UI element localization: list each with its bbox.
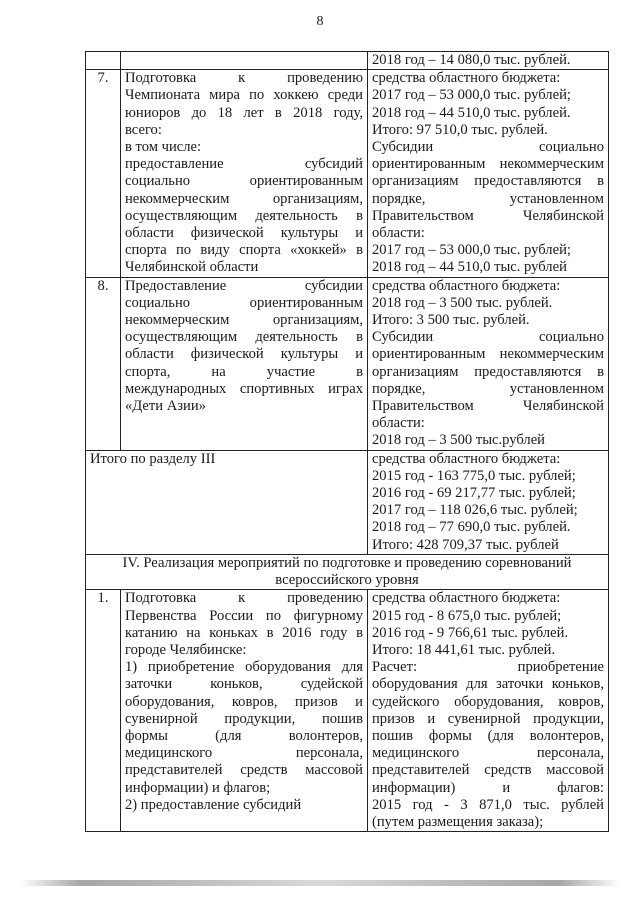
- cell-text-line: 2018 год – 3 500 тыс. рублей.: [372, 294, 553, 311]
- row-number: 8.: [86, 277, 121, 450]
- cell-text-line: Правительством Челябинской: [372, 398, 604, 415]
- section-heading-row: [86, 554, 609, 589]
- cell-text-line: Первенства России по фигурному: [125, 607, 363, 624]
- cell-text-line: порядке, установленном: [372, 190, 604, 207]
- cell-text-line: медицинского персонала,: [125, 745, 363, 762]
- cell-text-line: 2) предоставление субсидий: [125, 796, 302, 813]
- cell-text-line: средства областного бюджета:: [372, 450, 561, 467]
- cell-text-line: предоставление субсидий: [125, 156, 363, 173]
- cell-text-line: представителей средств массовой: [125, 762, 363, 779]
- page-number: 8: [316, 14, 324, 29]
- cell-text-line: 1) приобретение оборудования для: [125, 659, 363, 676]
- cell-text-line: ориентированным некоммерческим: [372, 156, 604, 173]
- cell-text-line: Челябинской области: [125, 259, 259, 276]
- cell-text-line: 2015 год - 8 675,0 тыс. рублей;: [372, 607, 562, 624]
- cell-text-line: (путем размещения заказа);: [372, 813, 544, 830]
- cell-text-line: информации) и флагов:: [372, 779, 604, 796]
- section-total-row: [86, 450, 609, 554]
- cell-text-line: медицинского персонала,: [372, 745, 604, 762]
- cell-text-line: всего:: [125, 121, 162, 138]
- cell-text-line: 2017 год – 53 000,0 тыс. рублей;: [372, 242, 571, 259]
- cell-text-line: Предоставление субсидии: [125, 277, 363, 294]
- cell-text-line: области физической культуры и: [125, 346, 363, 363]
- cell-text-line: Расчет: приобретение: [372, 659, 604, 676]
- cell-text-line: судейского оборудования, ковров,: [372, 693, 604, 710]
- cell-text-line: порядке, установленном: [372, 380, 604, 397]
- cell-text-line: 2018 год – 44 510,0 тыс. рублей: [372, 259, 567, 276]
- cell-text-line: формы (для волонтеров,: [125, 727, 363, 744]
- activity-cell: [121, 70, 368, 277]
- cell-text-line: оборудования, ковров, призов и: [125, 693, 363, 710]
- row-number: [86, 52, 121, 70]
- cell-text-line: спорта, на участие в: [125, 363, 363, 380]
- activity-cell: [121, 277, 368, 450]
- cell-text-line: спорта по виду спорта «хоккей» в: [125, 242, 363, 259]
- cell-text-line: социально ориентированным: [125, 294, 363, 311]
- cell-text-line: Подготовка к проведению: [125, 590, 363, 607]
- table-row: [86, 277, 609, 450]
- document-table: [85, 51, 609, 832]
- cell-text-line: 2017 год – 118 026,6 тыс. рублей;: [372, 502, 578, 519]
- cell-text-line: «Дети Азии»: [125, 398, 206, 415]
- cell-text-line: Подготовка к проведению: [125, 70, 363, 87]
- cell-text-line: 2018 год – 3 500 тыс.рублей: [372, 432, 545, 449]
- cell-text-line: осуществляющим деятельность в: [125, 207, 363, 224]
- cell-text-line: области физической культуры и: [125, 225, 363, 242]
- table-row: [86, 70, 609, 277]
- cell-text-line: Итого: 97 510,0 тыс. рублей.: [372, 121, 548, 138]
- cell-text-line: 2017 год – 53 000,0 тыс. рублей;: [372, 87, 571, 104]
- funding-cell: [368, 590, 609, 832]
- section-heading-line: IV. Реализация мероприятий по подготовке и проведению соревнований: [122, 554, 572, 571]
- section-total-funding: [368, 450, 609, 554]
- cell-text-line: городе Челябинске:: [125, 641, 247, 658]
- cell-text-line: Чемпионата мира по хоккею среди: [125, 87, 363, 104]
- cell-text-line: средства областного бюджета:: [372, 590, 561, 607]
- section-total-label: Итого по разделу III: [86, 450, 368, 554]
- cell-text-line: области:: [372, 225, 425, 242]
- cell-text-line: 2015 год - 163 775,0 тыс. рублей;: [372, 467, 576, 484]
- cell-text-line: Субсидии социально: [372, 329, 604, 346]
- cell-text-line: 2015 год - 3 871,0 тыс. рублей: [372, 796, 604, 813]
- cell-text-line: организациям предоставляются в: [372, 363, 604, 380]
- funding-cell: [368, 52, 609, 70]
- table-body: [86, 52, 609, 832]
- section-heading: [86, 554, 609, 589]
- cell-text-line: 2018 год – 77 690,0 тыс. рублей.: [372, 519, 571, 536]
- row-number: 1.: [86, 590, 121, 832]
- cell-text-line: представителей средств массовой: [372, 762, 604, 779]
- activity-cell: [121, 590, 368, 832]
- funding-cell: [368, 277, 609, 450]
- cell-text-line: 2016 год - 69 217,77 тыс. рублей;: [372, 485, 576, 502]
- cell-text-line: социально ориентированным: [125, 173, 363, 190]
- cell-text-line: 2018 год – 14 080,0 тыс. рублей.: [372, 52, 571, 68]
- cell-text-line: заточки коньков, судейской: [125, 676, 363, 693]
- cell-text-line: некоммерческим организациям,: [125, 190, 363, 207]
- cell-text-line: осуществляющим деятельность в: [125, 329, 363, 346]
- table-row: [86, 52, 609, 70]
- cell-text-line: призов и сувенирной продукции,: [372, 710, 604, 727]
- cell-text-line: международных спортивных играх: [125, 380, 363, 397]
- cell-text-line: средства областного бюджета:: [372, 70, 561, 87]
- cell-text-line: Итого: 18 441,61 тыс. рублей.: [372, 641, 556, 658]
- cell-text-line: средства областного бюджета:: [372, 277, 561, 294]
- activity-cell: [121, 52, 368, 70]
- cell-text-line: ориентированным некоммерческим: [372, 346, 604, 363]
- scan-edge-smudge: [20, 880, 620, 886]
- section-heading-line: всероссийского уровня: [275, 572, 419, 589]
- cell-text-line: информации) и флагов;: [125, 779, 271, 796]
- cell-text-line: катанию на коньках в 2016 году в: [125, 624, 363, 641]
- cell-text-line: 2018 год – 44 510,0 тыс. рублей.: [372, 104, 571, 121]
- cell-text-line: пошив формы (для волонтеров,: [372, 727, 604, 744]
- cell-text-line: Итого: 428 709,37 тыс. рублей: [372, 536, 559, 553]
- cell-text-line: юниоров до 18 лет в 2018 году,: [125, 104, 363, 121]
- cell-text-line: Субсидии социально: [372, 139, 604, 156]
- funding-cell: [368, 70, 609, 277]
- cell-text-line: Правительством Челябинской: [372, 207, 604, 224]
- cell-text-line: оборудования для заточки коньков,: [372, 676, 604, 693]
- cell-text-line: в том числе:: [125, 139, 202, 156]
- row-number: 7.: [86, 70, 121, 277]
- cell-text-line: сувенирной продукции, пошив: [125, 710, 363, 727]
- cell-text-line: области:: [372, 415, 425, 432]
- cell-text-line: Итого: 3 500 тыс. рублей.: [372, 312, 530, 329]
- table-row: [86, 590, 609, 832]
- cell-text-line: 2016 год - 9 766,61 тыс. рублей.: [372, 624, 569, 641]
- cell-text-line: организациям предоставляются в: [372, 173, 604, 190]
- cell-text-line: некоммерческим организациям,: [125, 312, 363, 329]
